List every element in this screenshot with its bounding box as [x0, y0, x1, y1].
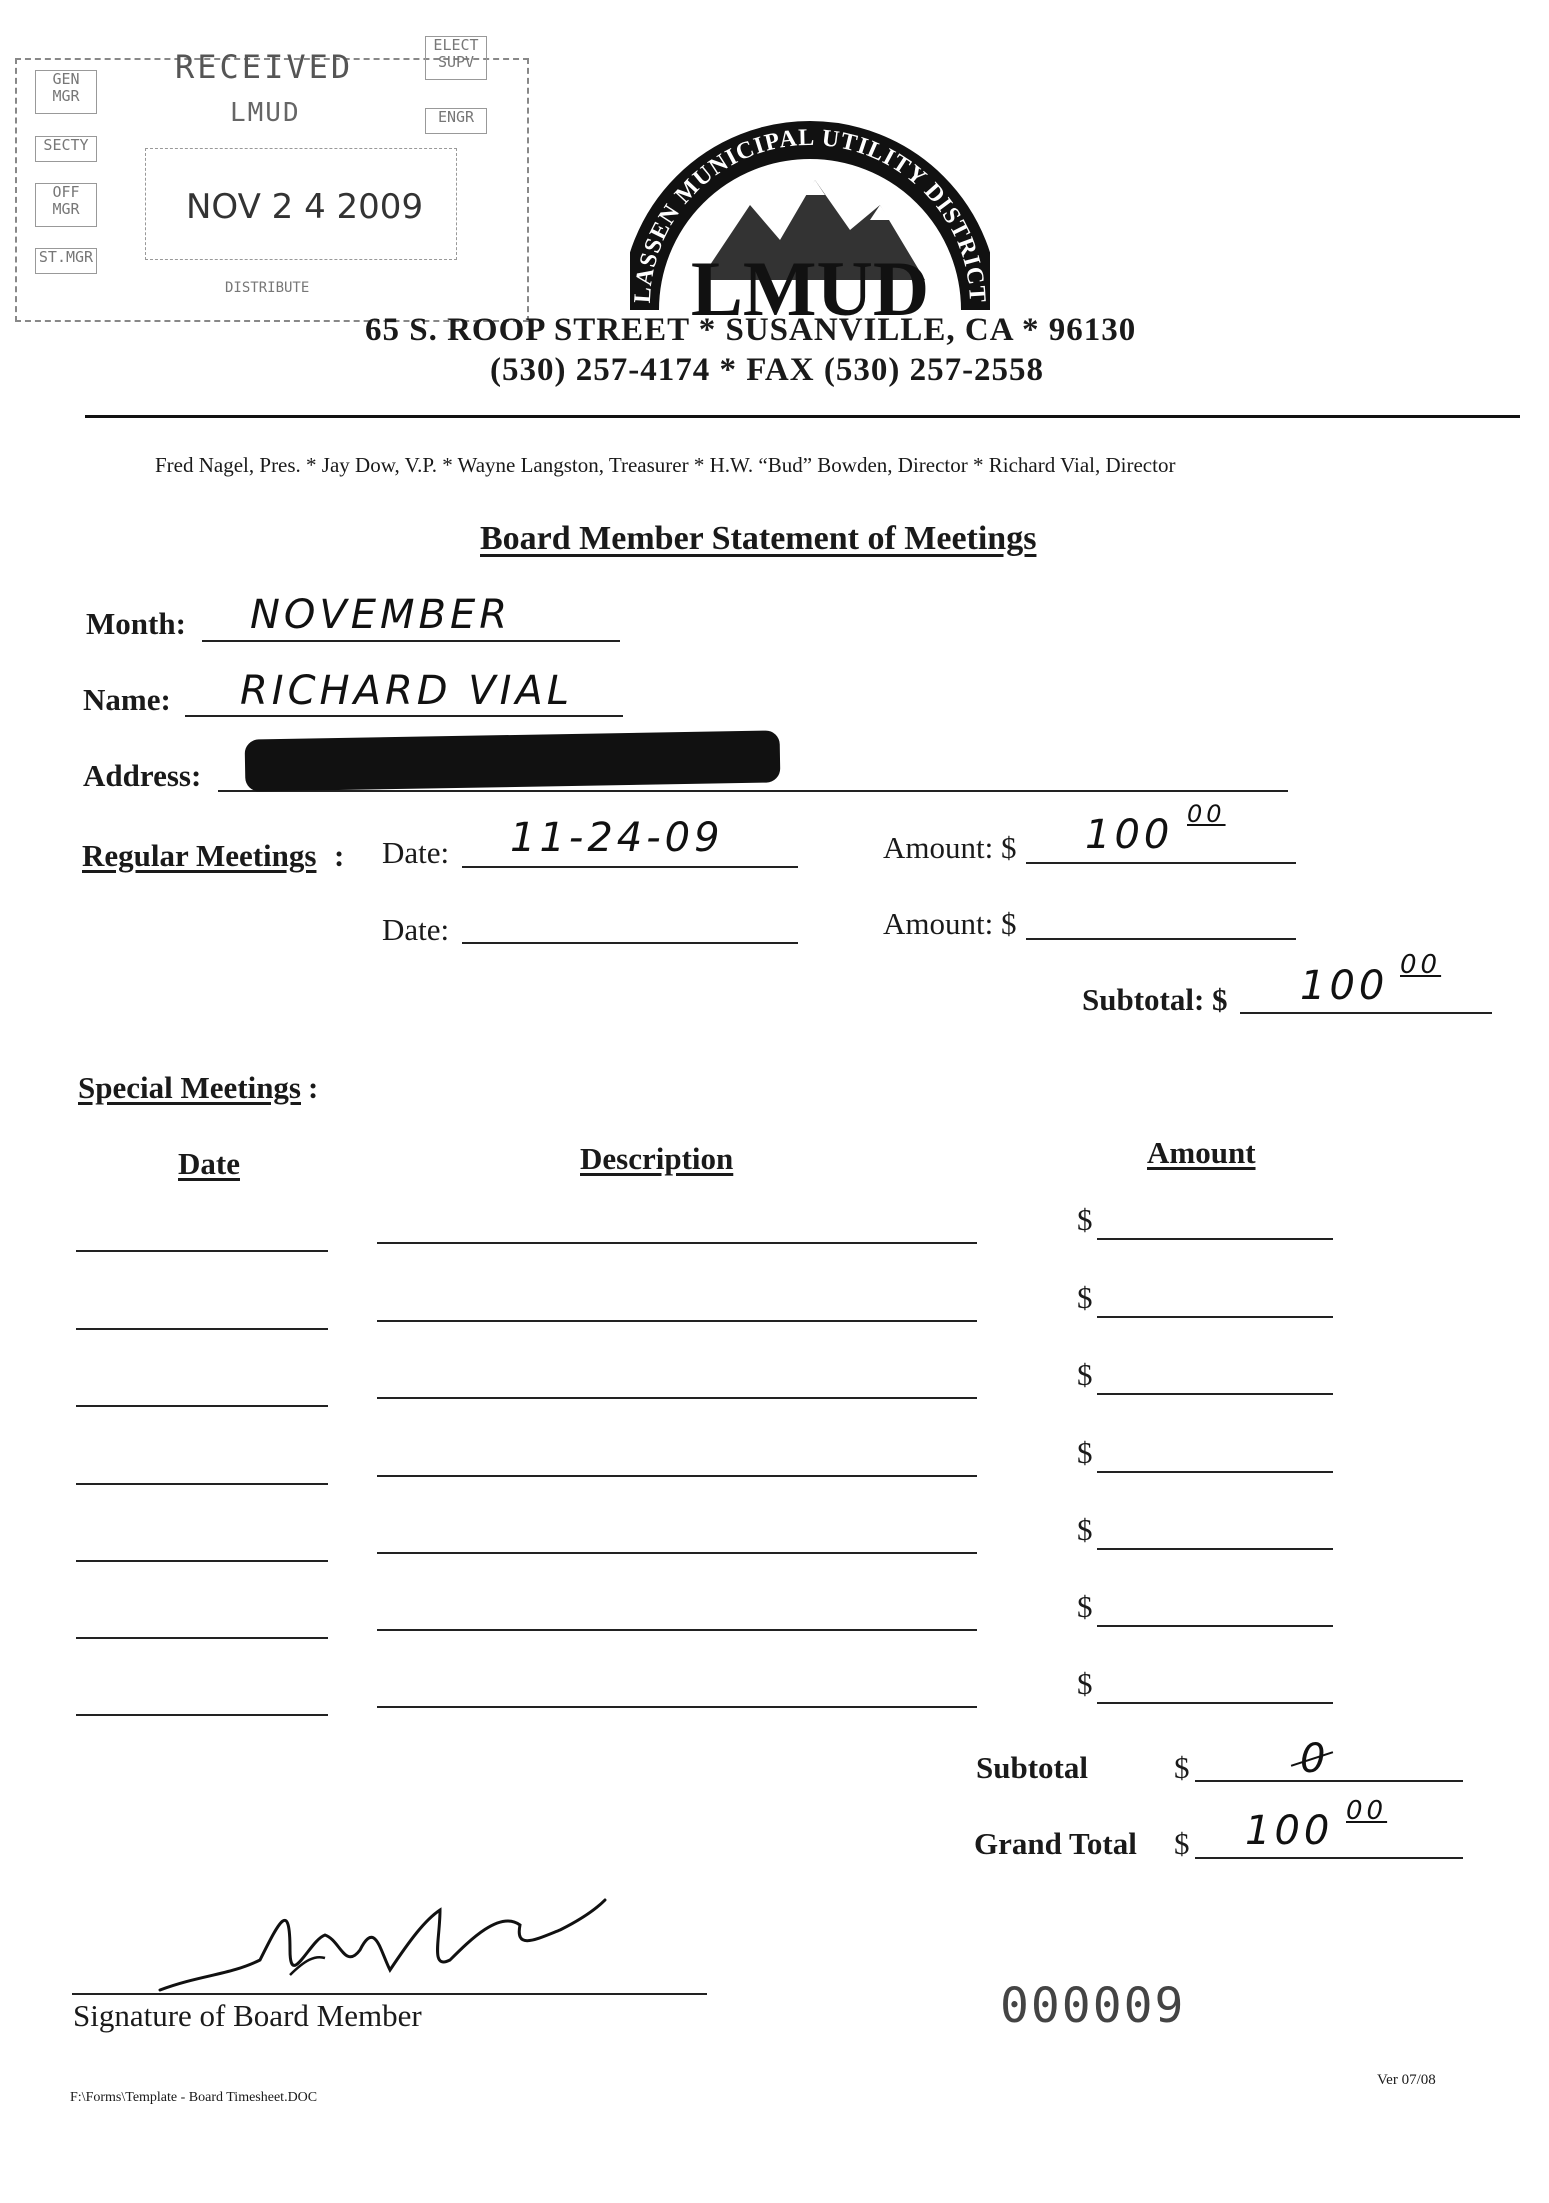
officers-line: Fred Nagel, Pres. * Jay Dow, V.P. * Wayne Langston, Treasurer * H.W. “Bud” Bowden, Director * Richard Vial, Director [155, 453, 1176, 477]
special-description-field-1[interactable] [377, 1242, 977, 1244]
address-line: 65 S. ROOP STREET * SUSANVILLE, CA * 96130 [365, 312, 1137, 348]
phone-line: (530) 257-4174 * FAX (530) 257-2558 [490, 352, 1045, 388]
special-amount-dollar-5: $ [1077, 1512, 1093, 1547]
name-value: RICHARD VIAL [240, 668, 574, 714]
regular-subtotal-label: Subtotal: $ [1082, 982, 1228, 1017]
special-date-field-6[interactable] [76, 1637, 328, 1639]
month-field[interactable] [202, 640, 620, 642]
special-date-field-5[interactable] [76, 1560, 328, 1562]
special-amount-field-2[interactable] [1097, 1316, 1333, 1318]
logo-arc-text: LASSEN MUNICIPAL UTILITY DISTRICT [630, 124, 990, 304]
grand-total-dollar: $ [1174, 1826, 1190, 1861]
stamp-date: NOV 2 4 2009 [186, 187, 424, 227]
month-label: Month: [86, 606, 186, 641]
special-meetings-text: Special Meetings [78, 1070, 301, 1105]
special-description-field-2[interactable] [377, 1320, 977, 1322]
regular-amount-value-1: 100 [1085, 812, 1174, 858]
special-amount-dollar-3: $ [1077, 1357, 1093, 1392]
address-field[interactable] [218, 790, 1288, 792]
month-value: NOVEMBER [250, 592, 512, 638]
regular-date-label-1: Date: [382, 835, 450, 870]
special-date-field-4[interactable] [76, 1483, 328, 1485]
lmud-logo [630, 110, 990, 330]
special-date-field-1[interactable] [76, 1250, 328, 1252]
regular-date-field-1[interactable] [462, 866, 798, 868]
grand-total-cents: 00 [1346, 1796, 1388, 1826]
stamp-org-text: LMUD [230, 98, 301, 128]
signature-label: Signature of Board Member [73, 1998, 422, 2033]
regular-amount-field-2[interactable] [1026, 938, 1296, 940]
header-rule [85, 415, 1520, 418]
special-amount-field-1[interactable] [1097, 1238, 1333, 1240]
regular-subtotal-value: 100 [1300, 963, 1389, 1009]
column-header-date: Date [178, 1146, 240, 1181]
special-meetings-colon: : [308, 1070, 319, 1105]
stamp-received-text: RECEIVED [175, 48, 354, 86]
stamp-cell-elect-supv: ELECT SUPV [425, 36, 487, 80]
lmud-logo-graphic [630, 110, 990, 330]
regular-date-value-1: 11-24-09 [510, 815, 724, 861]
stamp-date-box [145, 148, 457, 260]
special-date-field-7[interactable] [76, 1714, 328, 1716]
special-date-field-2[interactable] [76, 1328, 328, 1330]
form-title: Board Member Statement of Meetings [480, 520, 1037, 557]
signature-scribble [140, 1880, 620, 2010]
grand-total-value: 100 [1245, 1808, 1334, 1854]
special-description-field-6[interactable] [377, 1629, 977, 1631]
name-label: Name: [83, 682, 171, 717]
stamp-cell-st-mgr: ST.MGR [35, 248, 97, 274]
special-amount-dollar-4: $ [1077, 1435, 1093, 1470]
special-description-field-5[interactable] [377, 1552, 977, 1554]
stamp-cell-off-mgr: OFF MGR [35, 183, 97, 227]
document-number: 000009 [1000, 1978, 1186, 2034]
stamp-cell-engr: ENGR [425, 108, 487, 134]
regular-meetings-label [82, 838, 316, 874]
stamp-distribute: DISTRIBUTE [225, 280, 310, 296]
column-header-description: Description [580, 1141, 734, 1176]
special-subtotal-label: Subtotal [976, 1750, 1088, 1785]
stamp-cell-secty: SECTY [35, 136, 97, 162]
address-label: Address: [83, 758, 202, 793]
column-header-amount: Amount [1147, 1135, 1256, 1170]
regular-subtotal-cents: 00 [1400, 950, 1442, 980]
special-amount-field-4[interactable] [1097, 1471, 1333, 1473]
special-meetings-label [78, 1070, 301, 1106]
grand-total-field[interactable] [1195, 1857, 1463, 1859]
regular-subtotal-field[interactable] [1240, 1012, 1492, 1014]
special-amount-dollar-1: $ [1077, 1202, 1093, 1237]
special-amount-field-6[interactable] [1097, 1625, 1333, 1627]
special-amount-dollar-2: $ [1077, 1280, 1093, 1315]
regular-amount-cents-1: 00 [1187, 800, 1226, 828]
special-amount-dollar-7: $ [1077, 1666, 1093, 1701]
regular-amount-label-1: Amount: $ [883, 830, 1017, 865]
special-amount-field-5[interactable] [1097, 1548, 1333, 1550]
regular-amount-field-1[interactable] [1026, 862, 1296, 864]
special-amount-dollar-6: $ [1077, 1589, 1093, 1624]
special-amount-field-7[interactable] [1097, 1702, 1333, 1704]
special-subtotal-dollar: $ [1174, 1750, 1190, 1785]
special-date-field-3[interactable] [76, 1405, 328, 1407]
regular-amount-label-2: Amount: $ [883, 906, 1017, 941]
logo-initials: LMUD [690, 245, 930, 330]
regular-meetings-text: Regular Meetings [82, 838, 317, 873]
signature-field[interactable] [72, 1993, 707, 1995]
grand-total-label: Grand Total [974, 1826, 1137, 1861]
address-redaction [245, 730, 781, 791]
version-label: Ver 07/08 [1377, 2072, 1436, 2088]
special-amount-field-3[interactable] [1097, 1393, 1333, 1395]
regular-date-field-2[interactable] [462, 942, 798, 944]
stamp-cell-gen-mgr: GEN MGR [35, 70, 97, 114]
special-description-field-3[interactable] [377, 1397, 977, 1399]
special-description-field-4[interactable] [377, 1475, 977, 1477]
name-field[interactable] [185, 715, 623, 717]
special-description-field-7[interactable] [377, 1706, 977, 1708]
file-path: F:\Forms\Template - Board Timesheet.DOC [70, 2090, 318, 2105]
regular-meetings-colon: : [334, 838, 345, 873]
regular-date-label-2: Date: [382, 912, 450, 947]
special-subtotal-value: 0 [1300, 1736, 1330, 1782]
